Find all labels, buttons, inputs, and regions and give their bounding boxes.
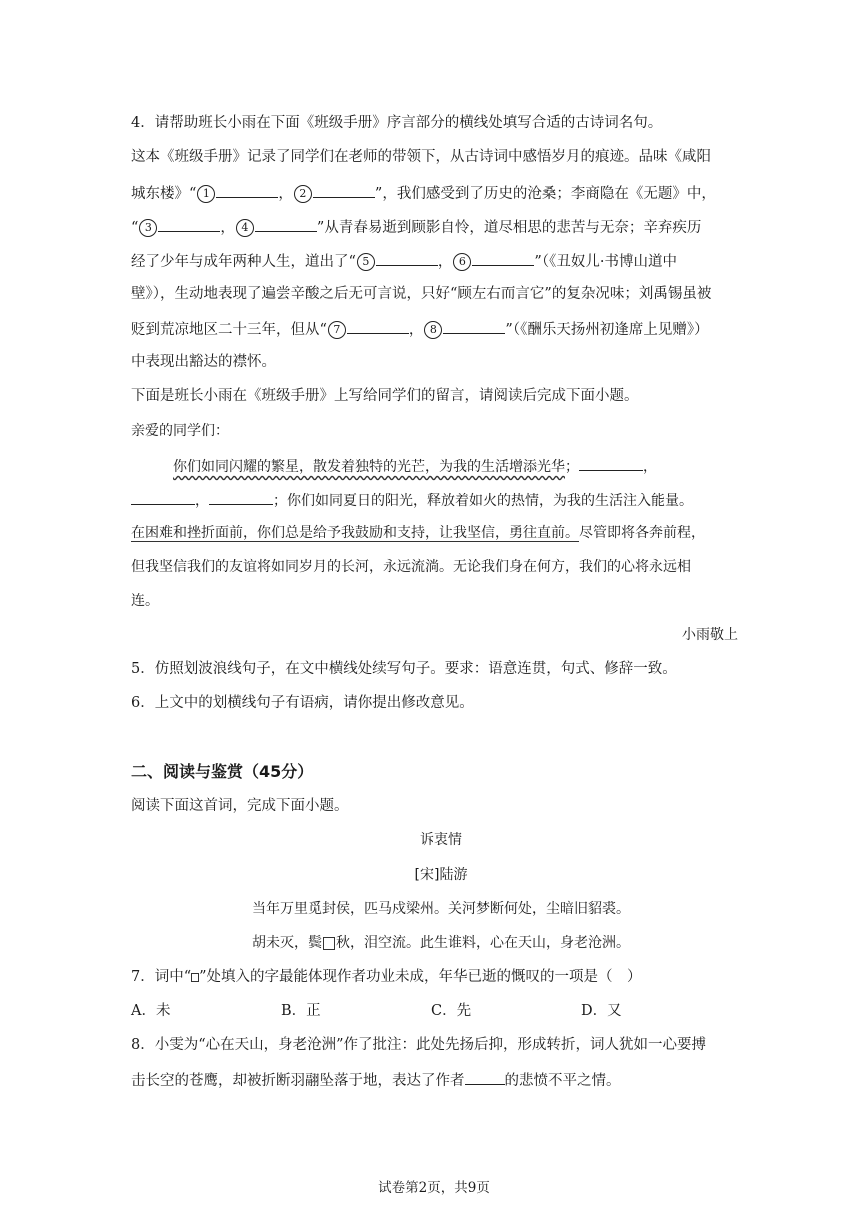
q4-text-line: 经了少年与成年两种人生，道出了“ 5 ， 6 ”（《丑奴儿·书博山道中 <box>131 249 751 273</box>
letter-line: 在困难和挫折面前，你们总是给予我鼓励和支持，让我坚信，勇往直前。尽管即将各奔前程， <box>131 525 705 541</box>
blank-number: 7 <box>328 321 346 339</box>
poem-line: 当年万里觅封侯，匹马戍梁州。关河梦断何处，尘暗旧貂裘。 <box>252 901 630 917</box>
option-d[interactable]: D．又 <box>581 1003 622 1019</box>
q4-prompt: 4．请帮助班长小雨在下面《班级手册》序言部分的横线处填写合适的古诗词名句。 <box>131 115 663 131</box>
missing-char-box <box>323 937 335 950</box>
fill-blank[interactable] <box>347 317 409 334</box>
fill-blank[interactable] <box>158 215 220 232</box>
fill-blank[interactable] <box>216 181 278 198</box>
q4-text-line: 这本《班级手册》记录了同学们在老师的带领下，从古诗词中感悟岁月的痕迹。品味《咸阳 <box>131 149 711 165</box>
q4-text-line: “ 3 ， 4 ”从青春易逝到顾影自怜，道尽相思的悲苦与无奈；辛弃疾历 <box>131 215 751 239</box>
letter-line: 但我坚信我们的友谊将如同岁月的长河，永远流淌。无论我们身在何方，我们的心将永远相 <box>131 559 691 575</box>
blank-number: 8 <box>424 321 442 339</box>
q4-text-line: 城东楼》“ 1 ， 2 ”，我们感受到了历史的沧桑；李商隐在《无题》中， <box>131 181 751 205</box>
letter-greeting: 亲爱的同学们： <box>131 423 229 439</box>
letter-line: 你们如同闪耀的繁星，散发着独特的光芒，为我的生活增添光华； ， <box>173 454 751 478</box>
letter-signature: 小雨敬上 <box>682 627 738 643</box>
page-footer: 试卷第2页，共9页 <box>378 1180 490 1196</box>
fill-blank[interactable] <box>472 249 534 266</box>
option-a[interactable]: A．未 <box>131 1003 171 1019</box>
q8-prompt: 击长空的苍鹰，却被折断羽翮坠落于地，表达了作者 的悲愤不平之情。 <box>131 1068 751 1092</box>
fill-blank[interactable] <box>465 1068 505 1085</box>
fill-blank[interactable] <box>209 488 273 505</box>
blank-number: 2 <box>294 185 312 203</box>
fill-blank[interactable] <box>579 454 643 471</box>
q5-prompt: 5．仿照划波浪线句子，在文中横线处续写句子。要求：语意连贯，句式、修辞一致。 <box>131 661 677 677</box>
q4-text-line: 中表现出豁达的襟怀。 <box>131 354 276 370</box>
section-intro: 阅读下面这首词，完成下面小题。 <box>131 798 349 814</box>
blank-number: 3 <box>139 219 157 237</box>
fill-blank[interactable] <box>255 215 317 232</box>
q7-options <box>131 1000 751 1022</box>
q4-text-line: 壁》），生动地表现了遍尝辛酸之后无可言说，只好“顾左右而言它”的复杂况味；刘禹锡虽被 <box>131 286 712 302</box>
blank-number: 5 <box>357 253 375 271</box>
poem-author: [宋]陆游 <box>414 867 468 883</box>
fill-blank[interactable] <box>376 249 438 266</box>
wavy-underlined-sentence: 你们如同闪耀的繁星，散发着独特的光芒，为我的生活增添光华 <box>173 459 565 475</box>
fill-blank[interactable] <box>313 181 375 198</box>
blank-number: 6 <box>453 253 471 271</box>
missing-char-box <box>191 973 199 982</box>
q4-text-line: 贬到荒凉地区二十三年，但从“ 7 ， 8 ”（《酬乐天扬州初逢席上见赠》） <box>131 317 751 341</box>
poem-title: 诉衷情 <box>420 832 462 848</box>
letter-intro: 下面是班长小雨在《班级手册》上写给同学们的留言，请阅读后完成下面小题。 <box>131 388 639 404</box>
q7-prompt: 7．词中“ ”处填入的字最能体现作者功业未成，年华已逝的慨叹的一项是（ ） <box>131 969 642 985</box>
q6-prompt: 6．上文中的划横线句子有语病，请你提出修改意见。 <box>131 695 474 711</box>
blank-number: 1 <box>197 185 215 203</box>
section-title: 二、阅读与鉴赏（45分） <box>131 762 314 781</box>
letter-line: ， ；你们如同夏日的阳光，释放着如火的热情，为我的生活注入能量。 <box>131 488 751 512</box>
underlined-sentence: 在困难和挫折面前，你们总是给予我鼓励和支持，让我坚信，勇往直前。 <box>131 525 579 541</box>
fill-blank[interactable] <box>443 317 505 334</box>
letter-line: 连。 <box>131 593 159 609</box>
blank-number: 4 <box>236 219 254 237</box>
fill-blank[interactable] <box>131 488 195 505</box>
poem-line: 胡未灭，鬓 秋，泪空流。此生谁料，心在天山，身老沧洲。 <box>252 935 630 951</box>
option-c[interactable]: C．先 <box>431 1003 472 1019</box>
option-b[interactable]: B．正 <box>281 1003 321 1019</box>
q8-prompt: 8．小雯为“心在天山，身老沧洲”作了批注：此处先扬后抑，形成转折，词人犹如一心要搏 <box>131 1037 707 1053</box>
